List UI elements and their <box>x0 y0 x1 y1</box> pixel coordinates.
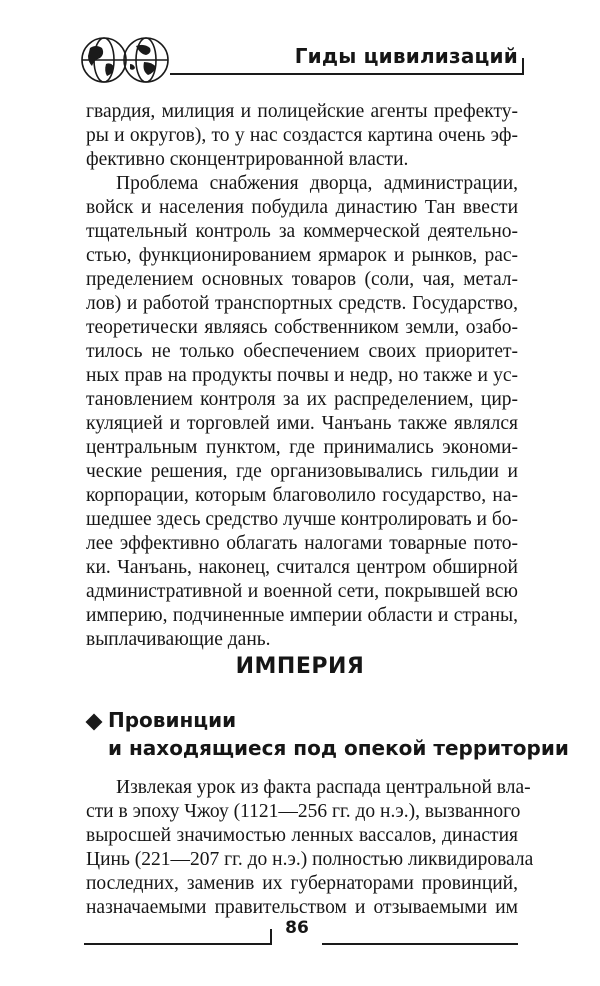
text-line: последних, заменив их губернаторами провинций, <box>86 873 518 894</box>
footer-rule-tick <box>270 929 272 945</box>
footer-rule-left <box>84 943 270 945</box>
section-heading: ИМПЕРИЯ <box>235 654 365 679</box>
text-line: ки. Чанъань, наконец, считался центром обширной <box>86 557 518 578</box>
text-line: административной и военной сети, покрывшей всю <box>86 581 518 602</box>
text-line: лов) и работой транспортных средств. Государство, <box>86 293 518 314</box>
text-line: ческие решения, где организовывались гильдии и <box>86 461 518 482</box>
text-line: фективно сконцентрированной власти. <box>86 149 409 170</box>
running-header-title: Гиды цивилизаций <box>294 44 518 68</box>
text-line: Извлекая урок из факта распада центральной вла- <box>116 777 531 798</box>
text-line: империю, подчиненные империи области и страны, <box>86 605 518 626</box>
text-line: шедшее здесь средство лучше контролировать и бо- <box>86 509 519 530</box>
text-line: тилось не только обеспечением своих приоритет- <box>86 341 518 362</box>
text-line: ных прав на продукты почвы и недр, но также и ус- <box>86 365 518 386</box>
text-line: выплачивающие дань. <box>86 629 271 650</box>
text-line: лее эффективно облагать налогами товарные пото- <box>86 533 518 554</box>
text-line: выросшей значимостью ленных вассалов, династия <box>86 825 518 846</box>
header-rule <box>170 73 524 75</box>
text-line: гвардия, милиция и полицейские агенты префекту- <box>86 101 518 122</box>
diamond-bullet-icon <box>86 714 103 731</box>
text-line: куляцией и торговлей ими. Чанъань также являлся <box>86 413 518 434</box>
text-line: войск и населения побудила династию Тан ввести <box>86 197 518 218</box>
text-line: Цинь (221—207 гг. до н.э.) полностью ликвидировала <box>86 849 534 870</box>
text-line: центральным пунктом, где принимались экономи- <box>86 437 518 458</box>
text-line: тщательный контроль за коммерческой деятельно- <box>86 221 518 242</box>
text-line: стью, функционированием ярмарок и рынков, рас- <box>86 245 518 266</box>
subheading-line-1: Провинции <box>108 708 237 732</box>
text-line: теоретически являясь собственником земли, озабо- <box>86 317 518 338</box>
text-line: ры и округов), то у нас создастся картина очень эф- <box>86 125 518 146</box>
text-line: Проблема снабжения дворца, администрации, <box>116 173 518 194</box>
text-line: назначаемыми правительством и отзываемыми им <box>86 897 518 918</box>
two-globes-icon <box>78 34 174 86</box>
subheading-line-2: и находящиеся под опекой территории <box>108 736 569 760</box>
text-line: пределением основных товаров (соли, чая, метал- <box>86 269 518 290</box>
header-rule-tick <box>522 58 524 75</box>
text-line: сти в эпоху Чжоу (1121—256 гг. до н.э.), вызванного <box>86 801 521 822</box>
footer-rule-right <box>322 943 518 945</box>
page-number: 86 <box>285 918 309 938</box>
text-line: тановлением контроля за их распределением, цир- <box>86 389 518 410</box>
text-line: корпорации, которым благоволило государство, на- <box>86 485 518 506</box>
